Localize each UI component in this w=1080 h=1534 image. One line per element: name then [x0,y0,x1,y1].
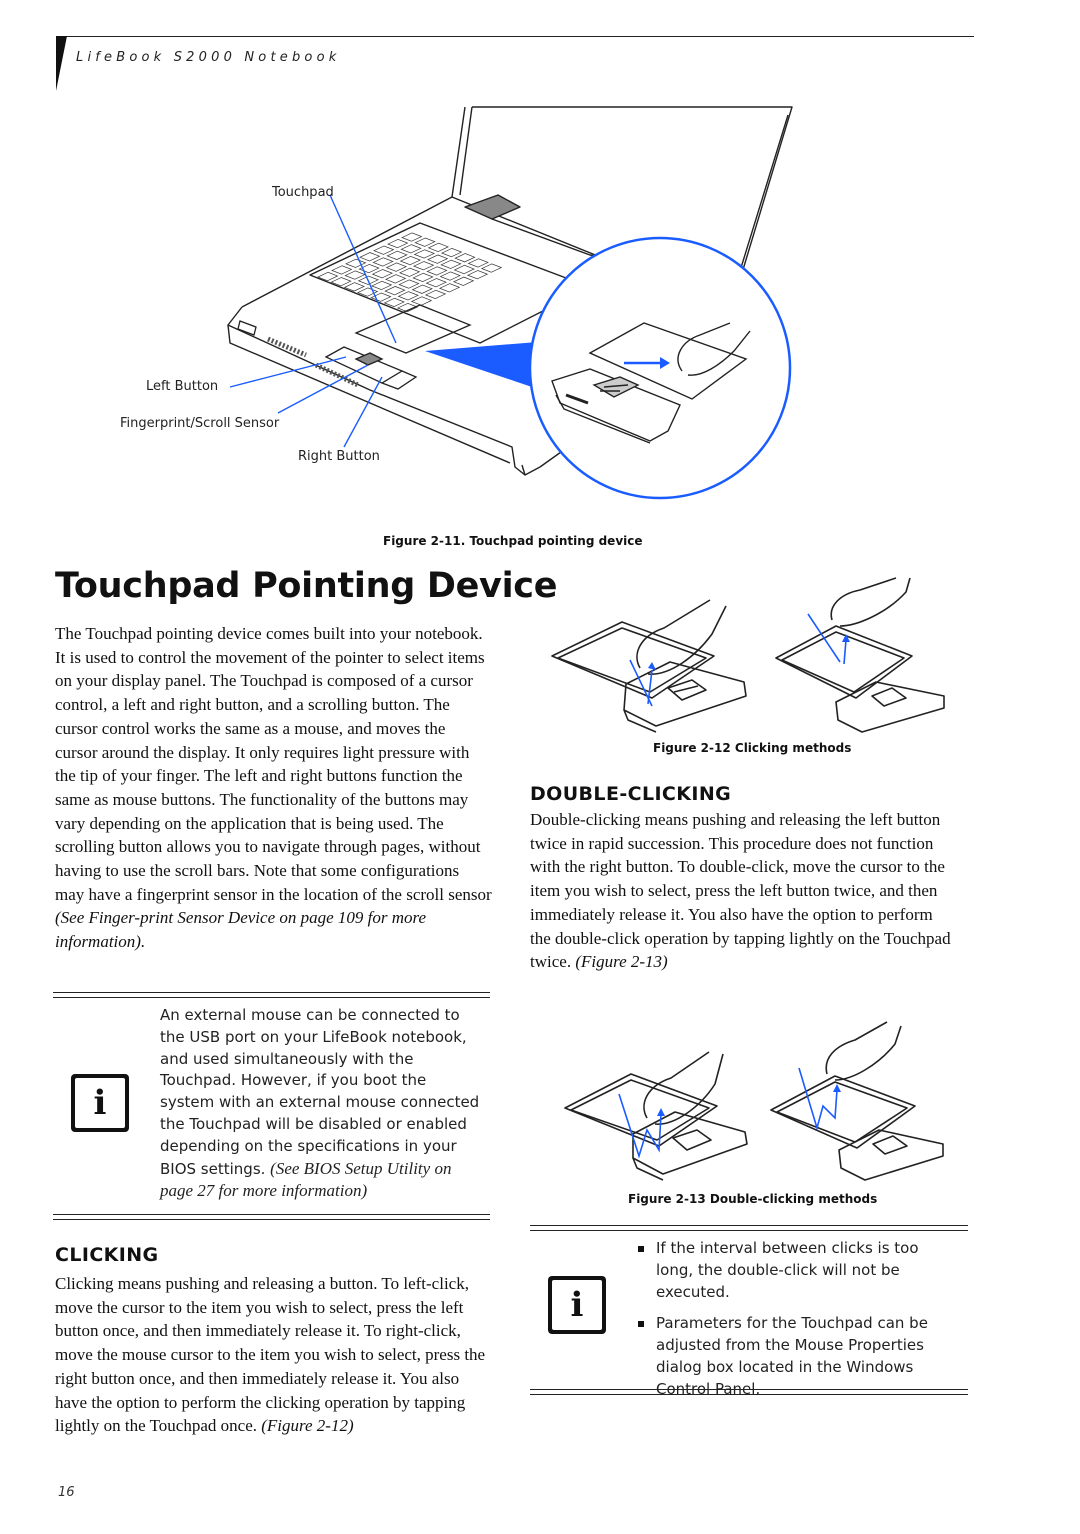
figure-12-caption: Figure 2-12 Clicking methods [653,741,852,755]
callout-leaders [230,195,396,447]
note-1-text [160,1005,482,1203]
double-clicking-heading: DOUBLE-CLICKING [530,783,732,805]
info-icon: i [71,1074,129,1132]
figure-11-caption: Figure 2-11. Touchpad pointing device [383,534,643,548]
note-1-top-rule [53,992,490,998]
finger-left [644,1052,723,1124]
note-2-bullets [636,1238,958,1411]
laptop-touchpad [356,305,470,353]
intro-paragraph [55,622,492,954]
note-2-top-rule [530,1225,968,1231]
header-rule [56,36,974,37]
note-1-cross-reference: (See BIOS Setup Utility on page 27 for more information) [160,1158,452,1201]
clicking-heading: CLICKING [55,1244,159,1266]
clicking-cross-reference: (Figure 2-12) [261,1416,354,1436]
note-2-bottom-rule [530,1389,968,1395]
callout-right-button: Right Button [298,449,380,464]
finger-right [831,578,910,626]
running-header: LifeBook S2000 Notebook [76,50,341,65]
callout-fingerprint-sensor: Fingerprint/Scroll Sensor [120,416,280,431]
note-1-bottom-rule [53,1214,490,1220]
note-1-body: An external mouse can be connected to the USB port on your LifeBook notebook, and used simultaneously with the Touchpad. However, if you boot the system with an external mouse connected the Touchpad will be disabled or enabled depending on the specifications in your BIOS settings. [160,1006,480,1178]
clicking-methods-illustration [540,572,960,737]
finger-right [826,1022,901,1080]
callout-left-button: Left Button [146,379,219,394]
clicking-paragraph [55,1272,492,1438]
note-2-bullet: Parameters for the Touchpad can be adjusted from the Mouse Properties dialog box located in the Windows Control Panel. [636,1313,958,1400]
double-clicking-methods-illustration [555,1018,955,1188]
double-clicking-cross-reference: (Figure 2-13) [575,952,668,972]
callout-touchpad: Touchpad [272,185,334,200]
double-clicking-paragraph [530,808,955,974]
header-wedge-mark [56,36,67,91]
note-2-bullet: If the interval between clicks is too long, the double-click will not be executed. [636,1238,958,1303]
touchpad-left [552,622,714,698]
clicking-text: Clicking means pushing and releasing a button. To left-click, move the cursor to the item you wish to select, press the left button once, and then immediately release it. To right-click, move the mouse cursor to the item you wish to select, press the right button once, and then immediately release it. You also have the option to perform the clicking operation by tapping lightly on the Touchpad once. [55,1274,486,1436]
info-icon: i [548,1276,606,1334]
keyboard-keys [318,233,501,312]
double-clicking-text: Double-clicking means pushing and releasing the left button twice in rapid succession. This procedure does not function with the right button. To double-click, move the cursor to the item you wish to select, press the left button twice, and then immediately release it. You also have the option to perform the double-click operation by tapping lightly on the Touchpad twice. [530,810,951,972]
intro-cross-reference: (See Finger-print Sensor Device on page 109 for more information). [55,908,427,952]
finger-left [637,600,726,674]
intro-text: The Touchpad pointing device comes built into your notebook. It is used to control the movement of the pointer to select items on your display panel. The Touchpad is composed of a cursor control, a left and right button, and a scrolling button. The cursor control works the same as a mouse, and moves the cursor around the display. It only requires light pressure with the tip of your finger. The left and right buttons function the same as mouse buttons. The functionality of the buttons may vary depending on the application that is being used. The scrolling button allows you to navigate through pages, without having to use the scroll bars. Note that some configurations may have a fingerprint sensor in the location of the scroll sensor [55,624,492,904]
laptop-touchpad-illustration [120,95,820,515]
figure-13-caption: Figure 2-13 Double-clicking methods [628,1192,878,1206]
page-number: 16 [58,1485,75,1500]
section-title: Touchpad Pointing Device [55,566,558,606]
